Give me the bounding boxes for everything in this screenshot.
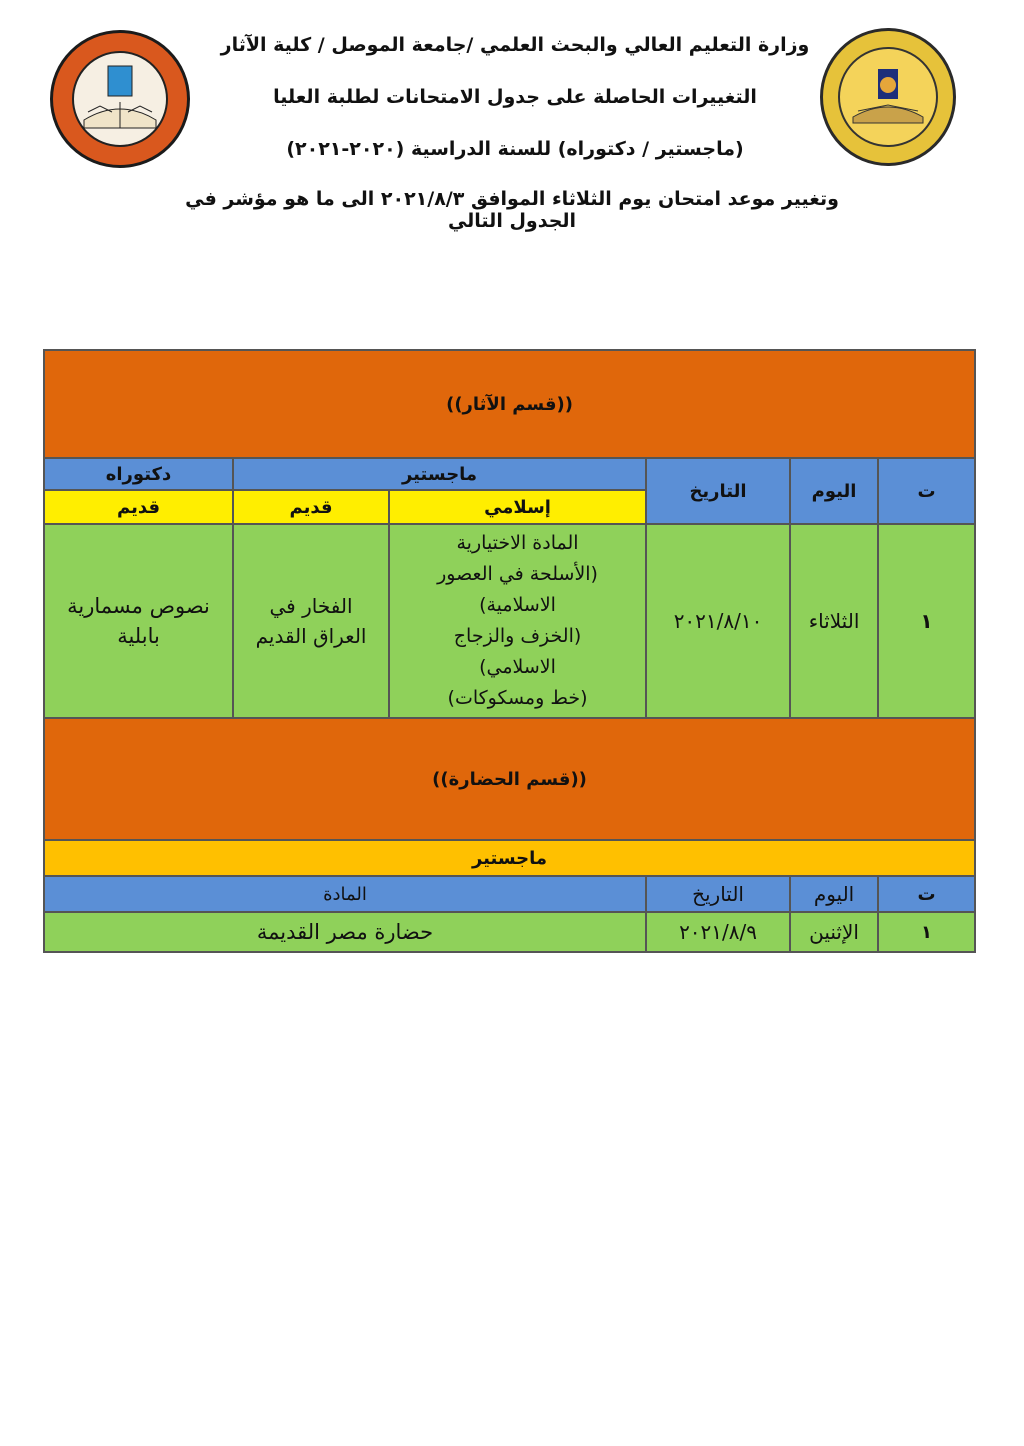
subheader-islamic: إسلامي [389,490,646,524]
header-year-line: (ماجستير / دكتوراه) للسنة الدراسية (٢٠٢٠-٢٠٢١) [286,138,744,160]
civ-header-day: اليوم [790,876,878,912]
col-header-num: ت [878,458,975,524]
college-of-archaeology-logo [820,28,956,166]
civ-row-subject: حضارة مصر القديمة [44,912,646,952]
logo-book-icon [72,51,168,147]
islamic-line: المادة الاختيارية [456,532,579,554]
header-ministry-line: وزارة التعليم العالي والبحث العلمي /جامعة الموصل / كلية الآثار [220,34,810,56]
islamic-line: (خط ومسكوكات) [447,687,588,709]
row-old-masters-subject [233,524,389,718]
old-masters-line: الفخار في [269,594,353,618]
civ-header-date: التاريخ [646,876,790,912]
islamic-line: (الخزف والزجاج [453,625,582,647]
header-changes-line: التغييرات الحاصلة على جدول الامتحانات لطلبة العليا [273,86,757,108]
civ-row-day: الإثنين [790,912,878,952]
university-of-mosul-logo [50,30,190,168]
row-num: ١ [878,524,975,718]
row-phd-subject [44,524,233,718]
civ-header-subject: المادة [44,876,646,912]
logo-emblem-icon [838,47,938,147]
phd-line: بابلية [117,624,160,648]
col-header-day: اليوم [790,458,878,524]
document-header [0,0,1024,230]
civ-header-num: ت [878,876,975,912]
old-masters-line: العراق القديم [255,624,367,648]
col-header-phd: دكتوراه [44,458,233,490]
col-header-masters: ماجستير [233,458,646,490]
section-archaeology-title: ((قسم الآثار)) [44,350,975,458]
civ-row-date: ٢٠٢١/٨/٩ [646,912,790,952]
row-day: الثلاثاء [790,524,878,718]
section-civilization-title: ((قسم الحضارة)) [44,718,975,840]
row-islamic-subjects [389,524,646,718]
islamic-line: الاسلامية) [479,594,556,616]
subheader-old-phd: قديم [44,490,233,524]
islamic-line: (الأسلحة في العصور [437,563,598,585]
islamic-line: الاسلامي) [479,656,556,678]
civ-row-num: ١ [878,912,975,952]
subheader-old-masters: قديم [233,490,389,524]
exam-schedule-table [43,349,974,953]
header-notice-line: وتغيير موعد امتحان يوم الثلاثاء الموافق ٢٠٢١/٨/٣ الى ما هو مؤشر في الجدول التالي [185,188,839,232]
phd-line: نصوص مسمارية [67,594,210,618]
row-date: ٢٠٢١/٨/١٠ [646,524,790,718]
section-civilization-level: ماجستير [44,840,975,876]
col-header-date: التاريخ [646,458,790,524]
